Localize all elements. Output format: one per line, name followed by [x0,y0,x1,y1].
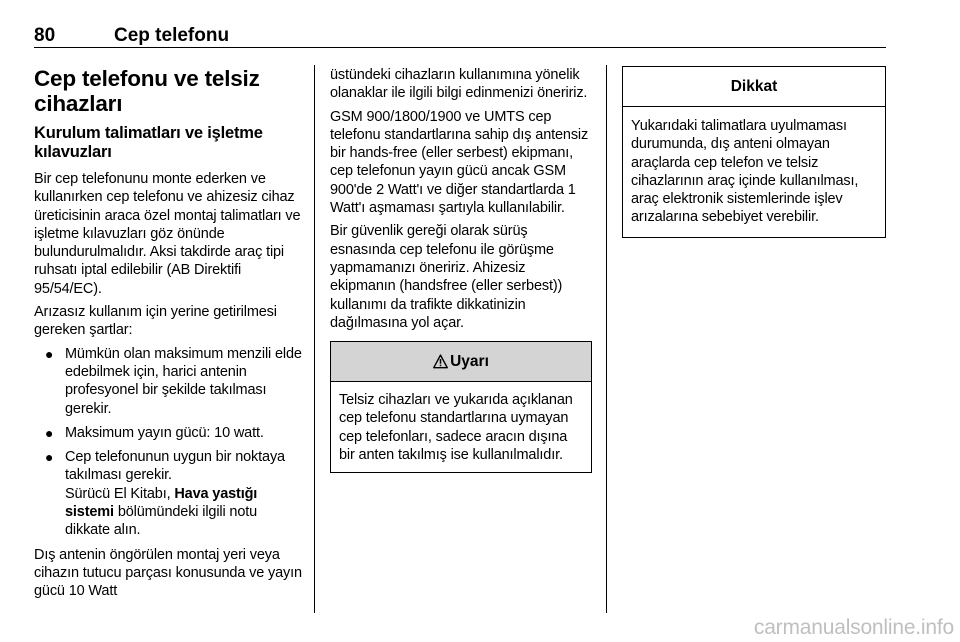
warning-icon [433,354,448,369]
section-title: Cep telefonu ve telsiz cihazları [34,66,260,116]
subsection-title: Kurulum talimatları ve işletme kılavuzları [34,124,263,161]
warning-body [331,382,591,472]
list-item: ● Cep telefonunun uygun bir noktaya takılması gerekir. Sürücü El Kitabı, Hava yastığı sistemi bölümündeki ilgili notu dikkate alın. [45,449,285,539]
list-item: ● Mümkün olan maksimum menzili elde edebilmek için, harici antenin profesyonel bir şekilde takılması gerekir. [45,345,302,417]
paragraph-conditions: Arızasız kullanım için yerine getirilmesi gereken şartlar: [34,304,277,339]
column-2 [330,66,592,473]
caution-title: Dikkat [730,77,778,95]
bullet-icon: ● [45,424,54,441]
conditions-list [34,345,302,540]
paragraph-continued: üstündeki cihazların kullanımına yönelik olanaklar ile ilgili bilgi edinmenizi öneririz. [330,67,588,102]
column-divider-1 [314,65,315,613]
paragraph-installation: Bir cep telefonunu monte ederken ve kullanırken cep telefonu ve ahizesiz cihaz üreticisinin araca özel montaj talimatları ve işletme kılavuzları göz önünde bulundurulmalıdır. Aksi takdirde araç tipi ruhsatı iptal edilebilir (AB Direktifi 95/54/EC). [34,171,301,297]
column-1 [34,66,302,606]
caution-text: Yukarıdaki talimatlara uyulmaması durumunda, dış anteni olmayan araçlarda cep telefon ve telsiz cihazlarının araç içinde kullanılması, araç elektronik sistemlerinde işlev arızalarına sebebiyet verebilir. [631,118,859,226]
warning-title: Uyarı [450,352,489,370]
bullet-icon: ● [45,449,54,466]
column-3 [622,66,886,238]
paragraph-safety: Bir güvenlik gereği olarak sürüş esnasında cep telefonu ile görüşme yapmamanızı öneririz. Ahizesiz ekipmanın (handsfree (eller serbest)) kullanımı da trafikte dikkatinizin dağılmasına yol açar. [330,223,563,331]
warning-text: Telsiz cihazları ve yukarıda açıklanan cep telefonu standartlarına uymayan cep telefonları, sadece aracın dışına bir anten takılmış ise kullanılmalıdır. [339,392,573,464]
page-number: 80 [34,25,56,46]
warning-header [331,342,591,382]
chapter-title: Cep telefonu [114,25,230,46]
watermark: carmanualsonline.info [753,616,954,639]
caution-body [623,107,885,237]
warning-box [330,341,592,473]
airbag-reference: Hava yastığı sistemi [65,485,258,521]
caution-box [622,66,886,238]
caution-header [623,67,885,107]
paragraph-antenna: Dış antenin öngörülen montaj yeri veya cihazın tutucu parçası konusunda ve yayın gücü 10 Watt [34,546,302,600]
page-header [34,25,886,48]
paragraph-gsm: GSM 900/1800/1900 ve UMTS cep telefonu standartlarına sahip dış antensiz bir hands-free (eller serbest) ekipmanı, cep telefonun yayın gücü ancak GSM 900'de 2 Watt'ı ve diğer standartlarda 1 Watt'ı aşmaması şartıyla kullanılabilir. [330,108,589,217]
column-divider-2 [606,65,607,613]
bullet-icon: ● [45,345,54,362]
list-item: ● Maksimum yayın gücü: 10 watt. [45,424,264,441]
